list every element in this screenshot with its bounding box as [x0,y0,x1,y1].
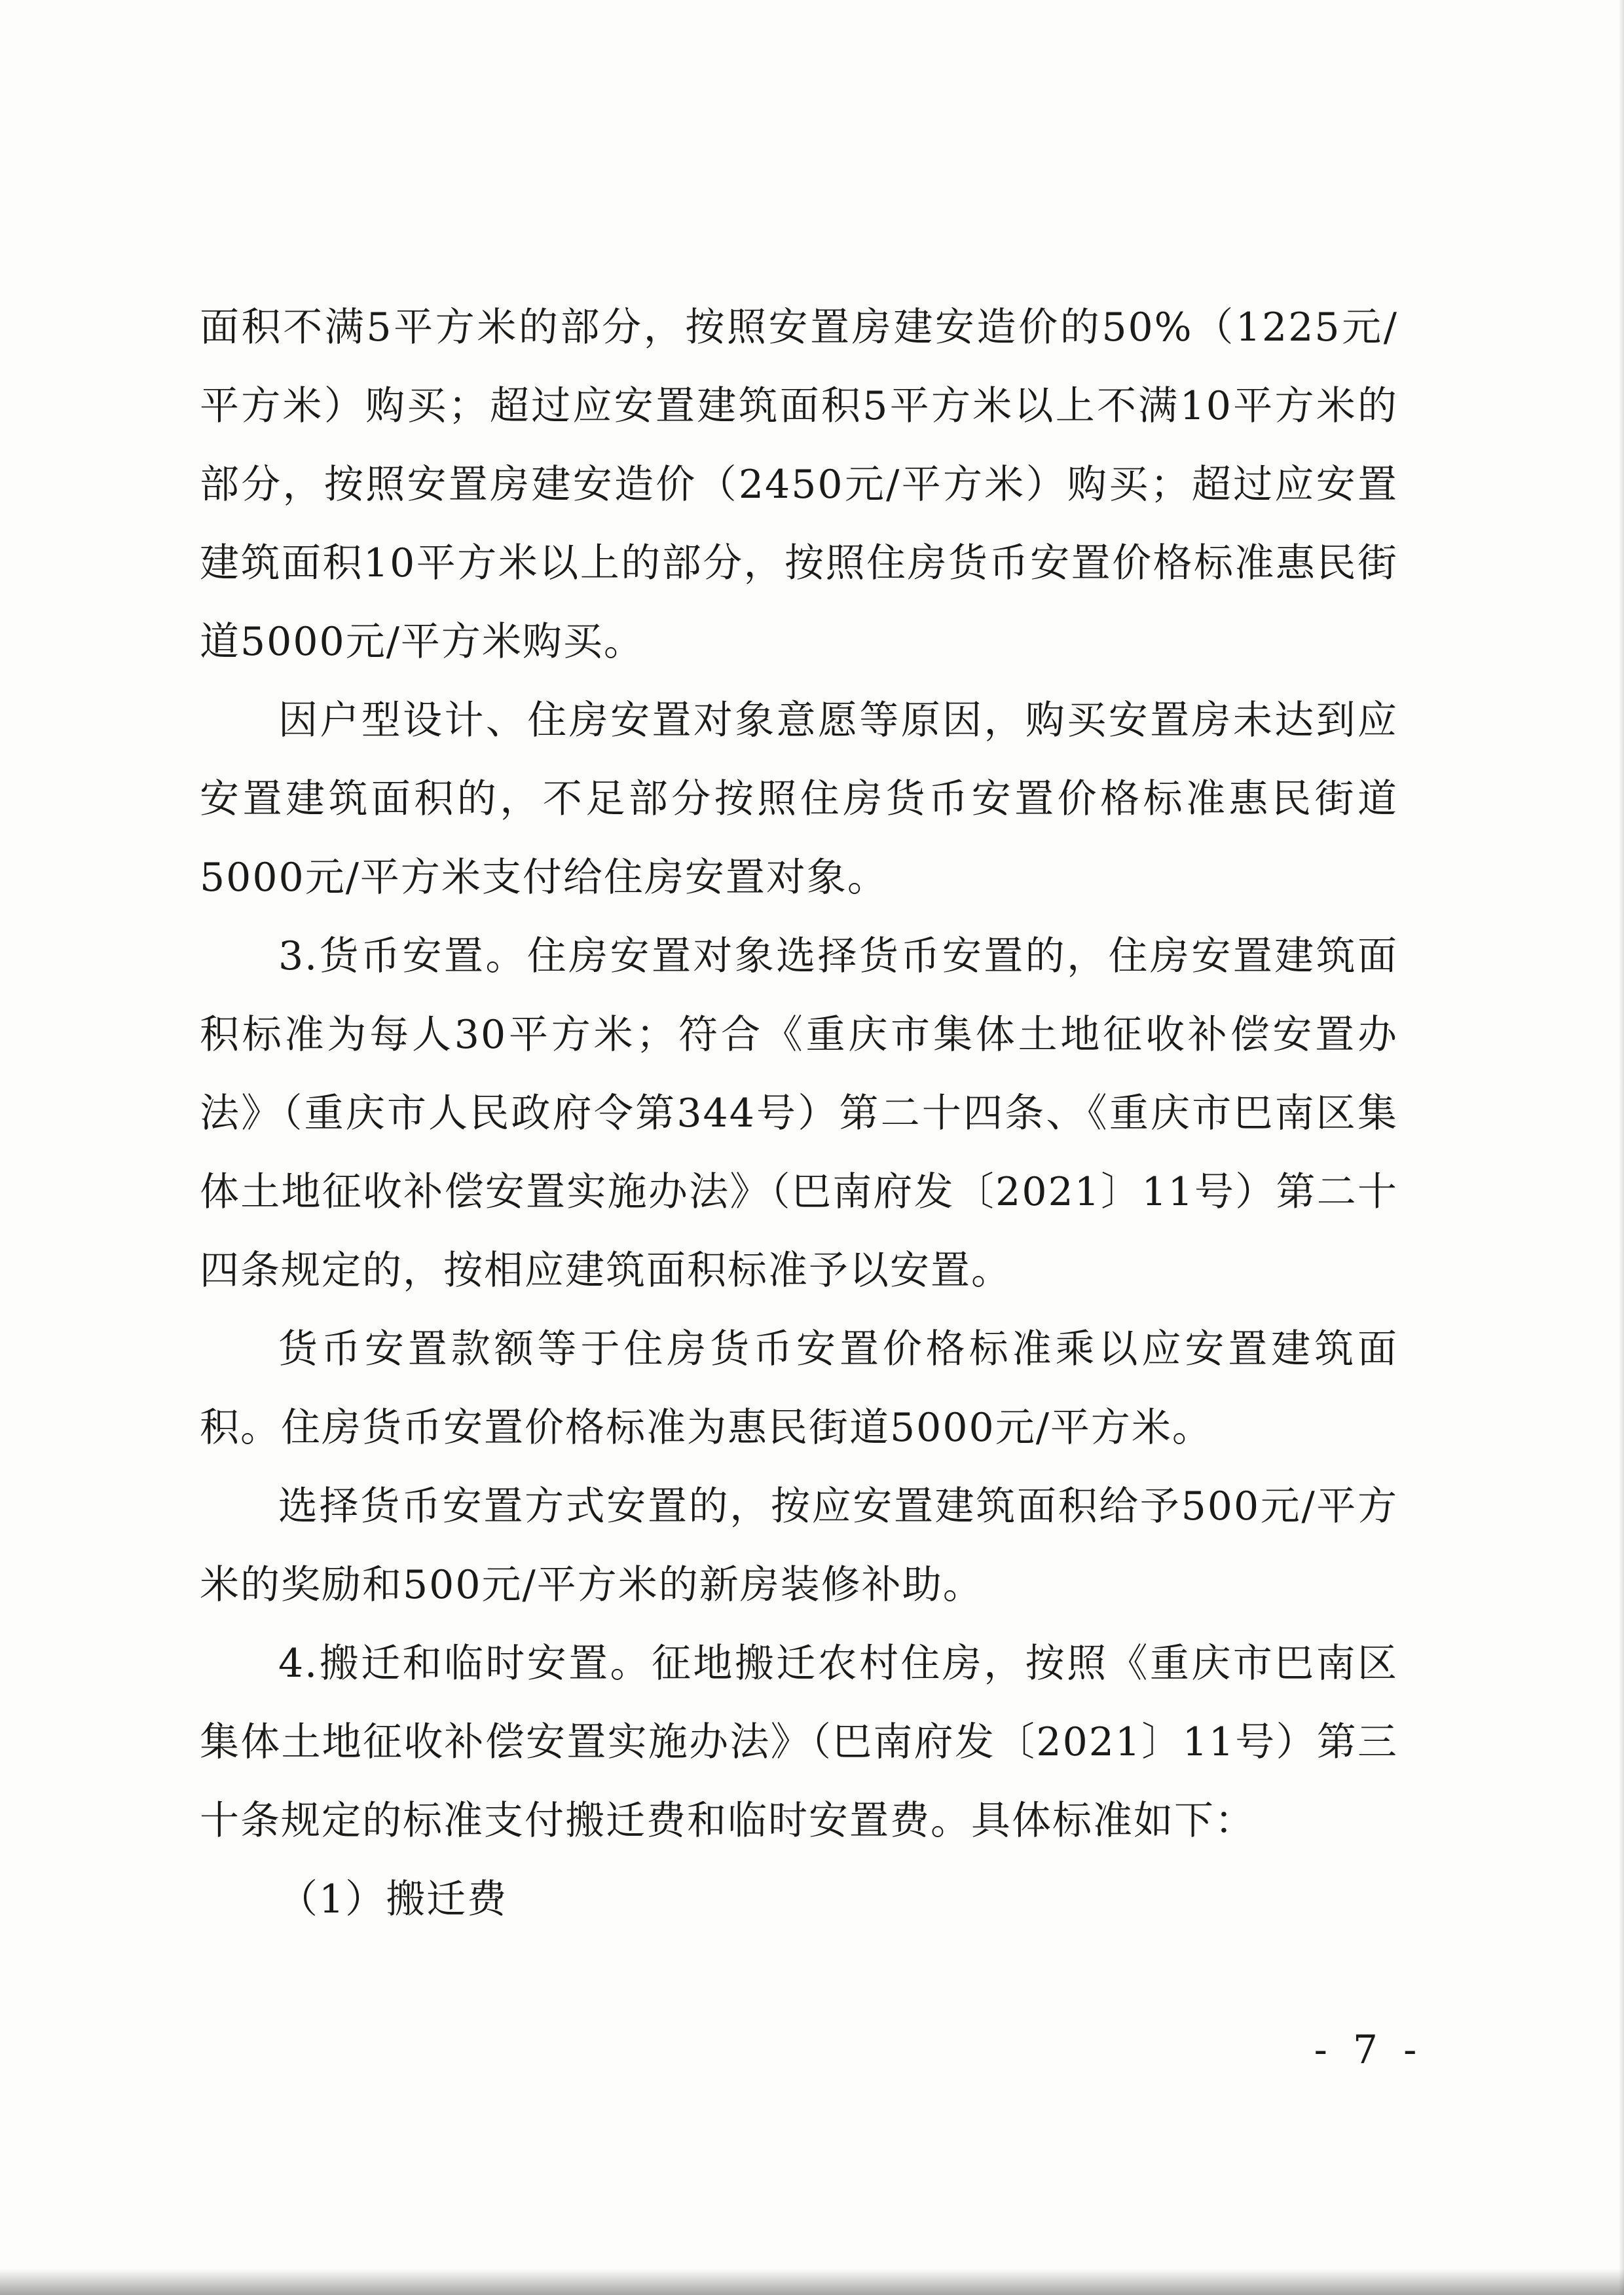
paragraph-shortfall: 因户型设计、住房安置对象意愿等原因，购买安置房未达到应安置建筑面积的，不足部分按照住房货币安置价格标准惠民街道5000元/平方米支付给住房安置对象。 [200,698,1398,901]
paragraph-monetary-amount: 货币安置款额等于住房货币安置价格标准乘以应安置建筑面积。住房货币安置价格标准为惠民街道5000元/平方米。 [200,1326,1398,1451]
paragraph-monetary-resettlement: 3.货币安置。住房安置对象选择货币安置的，住房安置建筑面积标准为每人30平方米；符合《重庆市集体土地征收补偿安置办法》（重庆市人民政府令第344号）第二十四条、《重庆市巴南区集体土地征收补偿安置实施办法》（巴南府发〔2021〕11号）第二十四条规定的，按相应建筑面积标准予以安置。 [200,933,1398,1294]
page-number: - 7 - [1314,2027,1424,2073]
scan-shadow-bottom [0,2269,1624,2295]
paragraph-continuation: 面积不满5平方米的部分，按照安置房建安造价的50%（1225元/平方米）购买；超过应安置建筑面积5平方米以上不满10平方米的部分，按照安置房建安造价（2450元/平方米）购买；超过应安置建筑面积10平方米以上的部分，按照住房货币安置价格标准惠民街道5000元/平方米购买。 [200,305,1398,665]
paragraph-reward: 选择货币安置方式安置的，按应安置建筑面积给予500元/平方米的奖励和500元/平方米的新房装修补助。 [200,1483,1398,1608]
scan-shadow-right [1619,0,1624,2295]
document-body [200,288,1398,1939]
paragraph-relocation-fee-heading: （1）搬迁费 [278,1876,508,1922]
paragraph-relocation: 4.搬迁和临时安置。征地搬迁农村住房，按照《重庆市巴南区集体土地征收补偿安置实施办法》（巴南府发〔2021〕11号）第三十条规定的标准支付搬迁费和临时安置费。具体标准如下： [200,1641,1398,1844]
